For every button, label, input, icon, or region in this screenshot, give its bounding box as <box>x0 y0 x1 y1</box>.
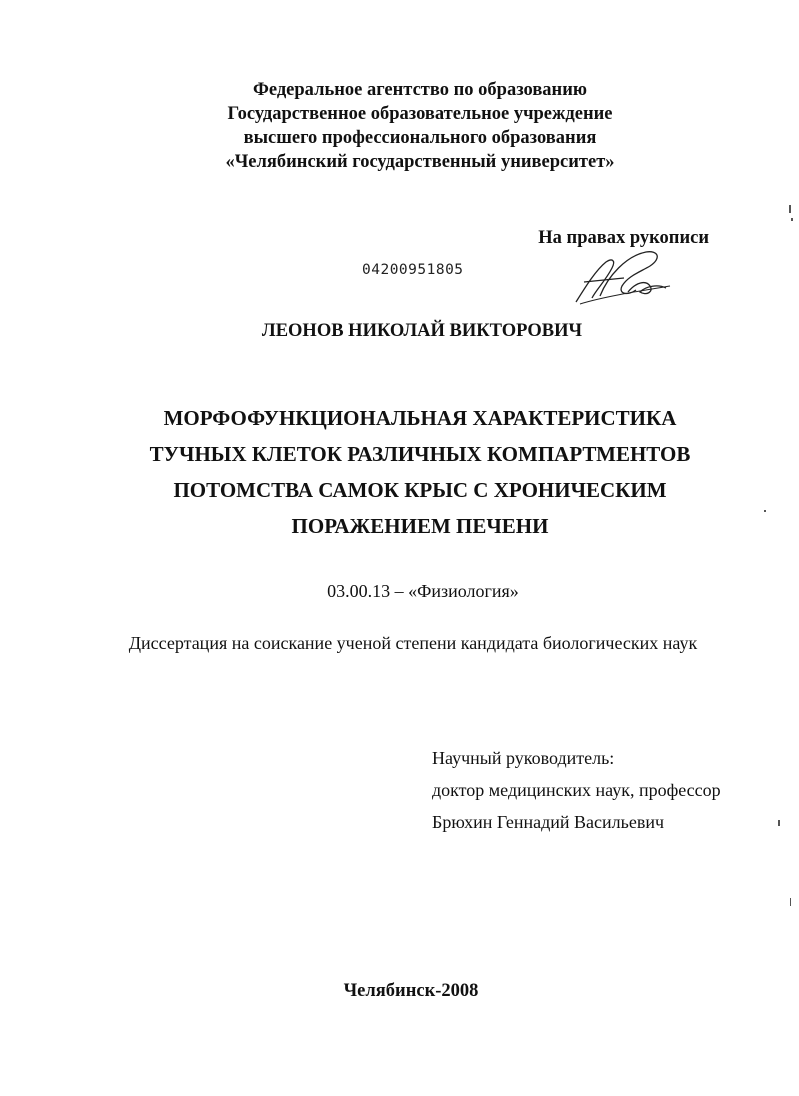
institution-header <box>0 78 799 174</box>
header-line-institution-type: Государственное образовательное учреждение <box>227 104 613 124</box>
header-line-education-level: высшего профессионального образования <box>243 128 597 148</box>
title-line-1: МОРФОФУНКЦИОНАЛЬНАЯ ХАРАКТЕРИСТИКА <box>163 406 677 430</box>
header-line-agency: Федеральное агентство по образованию <box>252 80 588 100</box>
supervisor-block <box>432 742 721 838</box>
title-line-2: ТУЧНЫХ КЛЕТОК РАЗЛИЧНЫХ КОМПАРТМЕНТОВ <box>149 442 691 466</box>
archive-number: 04200951805 <box>362 262 464 278</box>
header-line-university: «Челябинский государственный университет» <box>225 152 615 172</box>
dissertation-title <box>0 400 799 544</box>
scan-speck <box>790 898 791 906</box>
specialty-code: 03.00.13 – «Физиология» <box>327 581 519 601</box>
scan-speck <box>778 820 780 826</box>
manuscript-rights-mark: На правах рукописи <box>538 228 709 248</box>
title-line-4: ПОРАЖЕНИЕМ ПЕЧЕНИ <box>291 514 549 538</box>
scan-speck <box>764 510 766 512</box>
author-name: ЛЕОНОВ НИКОЛАЙ ВИКТОРОВИЧ <box>261 321 583 341</box>
supervisor-credentials: доктор медицинских наук, профессор <box>432 780 721 800</box>
city-year: Челябинск-2008 <box>343 981 479 1001</box>
title-line-3: ПОТОМСТВА САМОК КРЫС С ХРОНИЧЕСКИМ <box>173 478 667 502</box>
scan-speck <box>791 218 793 221</box>
scan-speck <box>789 205 791 213</box>
supervisor-label: Научный руководитель: <box>432 748 615 768</box>
signature-icon <box>566 246 676 308</box>
degree-statement: Диссертация на соискание ученой степени кандидата биологических наук <box>128 633 698 653</box>
supervisor-name: Брюхин Геннадий Васильевич <box>432 812 665 832</box>
